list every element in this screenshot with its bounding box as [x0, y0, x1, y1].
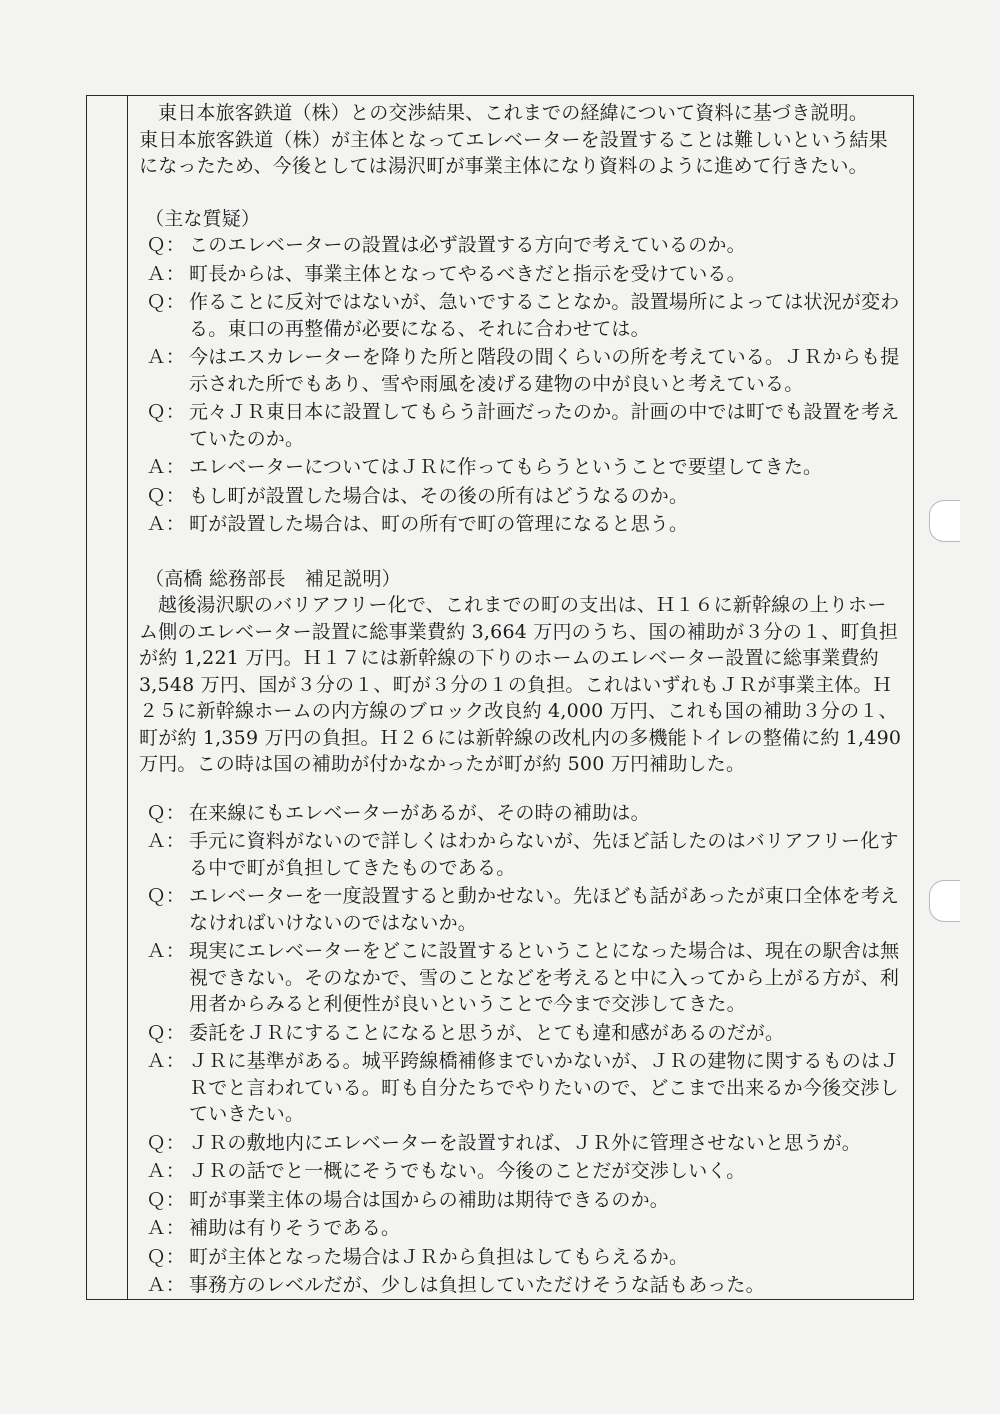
qa-item [139, 483, 905, 510]
qa-label: Ｑ： [146, 1188, 185, 1211]
qa-label: Ａ： [146, 1050, 185, 1072]
qa-text: 在来線にもエレベーターがあるが、その時の補助は。 [189, 801, 650, 824]
qa-text: 委託をＪＲにすることになると思うが、とても違和感があるのだが。 [189, 1021, 785, 1044]
qa-item [139, 1215, 905, 1242]
qa-label: Ａ： [146, 456, 185, 478]
qa-text: 事務方のレベルだが、少しは負担していただけそうな話もあった。 [189, 1274, 765, 1296]
qa-text: 手元に資料がないので詳しくはわからないが、先ほど話したのはバリアフリー化する中で町が負担してきたものである。 [189, 830, 899, 879]
qa-text: もし町が設置した場合は、その後の所有はどうなるのか。 [189, 484, 689, 507]
qa-item [139, 1272, 905, 1299]
qa-item [139, 1020, 905, 1047]
supplement-paragraph: 越後湯沢駅のバリアフリー化で、これまでの町の支出は、Ｈ１６に新幹線の上りホーム側のエレベーター設置に総事業費約 3,664 万円のうち、国の補助が３分の１、町負担が約 1,221 万円。Ｈ１７には新幹線の下りのホームのエレベーター設置に総事業費約 3,548 万円、国が３分の１、町が３分の１の負担。これはいずれもＪＲが事業主体。Ｈ２５に新幹線ホームの内方線のブロック改良約 4,000 万円、これも国の補助３分の１、町が約 1,359 万円の負担。Ｈ２６には新幹線の改札内の多機能トイレの整備に約 1,490 万円。この時は国の補助が付かなかったが町が約 500 万円補助した。 [139, 594, 902, 775]
qa-text: 町が設置した場合は、町の所有で町の管理になると思う。 [189, 513, 689, 535]
qa-label: Ｑ： [146, 1245, 185, 1268]
qa-label: Ｑ： [146, 801, 185, 824]
qa-item [139, 883, 905, 936]
intro-line-1: 東日本旅客鉄道（株）との交渉結果、これまでの経緯について資料に基づき説明。 [158, 102, 869, 124]
qa-label: Ａ： [146, 262, 185, 285]
qa-item [139, 828, 905, 881]
qa-text: 元々ＪＲ東日本に設置してもらう計画だったのか。計画の中では町でも設置を考えていたのか。 [189, 401, 900, 450]
qa-item [139, 399, 905, 452]
qa-text: ＪＲの話でと一概にそうでもない。今後のことだが交渉しいく。 [189, 1160, 746, 1182]
qa-label: Ａ： [146, 1217, 185, 1239]
section-heading-questions: （主な質疑） [145, 207, 261, 230]
qa-label: Ａ： [146, 513, 185, 535]
qa-item [139, 1130, 905, 1157]
section-heading-supplement: （高橋 総務部長 補足説明） [145, 567, 401, 590]
left-margin-column [87, 96, 128, 1299]
qa-text: 町が事業主体の場合は国からの補助は期待できるのか。 [189, 1188, 670, 1211]
qa-text: ＪＲの敷地内にエレベーターを設置すれば、ＪＲ外に管理させないと思うが。 [189, 1131, 862, 1154]
qa-label: Ｑ： [146, 401, 185, 423]
qa-text: エレベーターについてはＪＲに作ってもらうということで要望してきた。 [189, 456, 823, 478]
qa-text: ＪＲに基準がある。城平跨線橋補修までいかないが、ＪＲの建物に関するものはＪＲでと言われている。町も自分たちでやりたいので、どこまで出来るか今後交渉していきたい。 [189, 1050, 900, 1125]
qa-label: Ａ： [146, 1160, 185, 1182]
qa-item [139, 232, 905, 259]
qa-label: Ａ： [146, 830, 185, 852]
qa-item [139, 1244, 905, 1271]
qa-item [139, 261, 905, 288]
document-frame [86, 95, 914, 1300]
qa-text: 現実にエレベーターをどこに設置するということになった場合は、現在の駅舎は無視できない。そのなかで、雪のことなどを考えると中に入ってから上がる方が、利用者からみると利便性が良いということで今まで交渉してきた。 [189, 940, 900, 1015]
qa-label: Ｑ： [146, 1021, 185, 1044]
qa-text: 今はエスカレーターを降りた所と階段の間くらいの所を考えている。ＪＲからも提示された所でもあり、雪や雨風を凌げる建物の中が良いと考えている。 [189, 346, 900, 395]
qa-label: Ｑ： [146, 1131, 185, 1154]
qa-text: 補助は有りそうである。 [189, 1217, 401, 1239]
punch-hole-bottom [929, 880, 960, 922]
qa-label: Ａ： [146, 1274, 185, 1296]
qa-text: 町が主体となった場合はＪＲから負担はしてもらえるか。 [189, 1245, 689, 1268]
punch-hole-top [929, 500, 960, 542]
qa-text: エレベーターを一度設置すると動かせない。先ほども話があったが東口全体を考えなければいけないのではないか。 [189, 885, 900, 934]
qa-item [139, 344, 905, 397]
qa-label: Ｑ： [146, 234, 185, 256]
qa-label: Ａ： [146, 940, 185, 962]
qa-text: 町長からは、事業主体となってやるべきだと指示を受けている。 [189, 262, 746, 285]
qa-item [139, 454, 905, 481]
qa-item [139, 1187, 905, 1214]
intro-line-2: 東日本旅客鉄道（株）が主体となってエレベーターを設置することは難しいという結果になったため、今後としては湯沢町が事業主体になり資料のように進めて行きたい。 [139, 128, 888, 177]
qa-label: Ａ： [146, 346, 185, 368]
qa-label: Ｑ： [146, 885, 185, 907]
qa-text: このエレベーターの設置は必ず設置する方向で考えているのか。 [189, 234, 746, 256]
document-body [139, 100, 905, 1301]
qa-text: 作ることに反対ではないが、急いですることなか。設置場所によっては状況が変わる。東口の再整備が必要になる、それに合わせては。 [189, 291, 900, 340]
qa-item [139, 800, 905, 827]
qa-item [139, 1158, 905, 1185]
qa-item [139, 1048, 905, 1128]
qa-item [139, 511, 905, 538]
qa-item [139, 938, 905, 1018]
qa-label: Ｑ： [146, 484, 185, 507]
qa-item [139, 289, 905, 342]
qa-label: Ｑ： [146, 291, 185, 313]
